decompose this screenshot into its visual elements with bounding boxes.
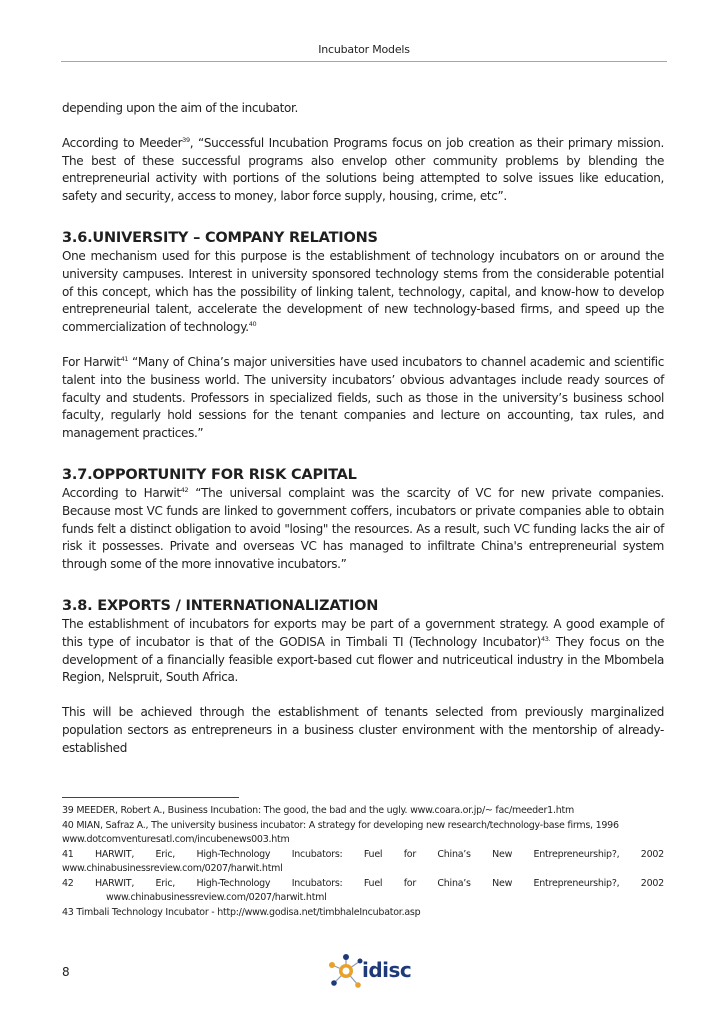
intro-line: depending upon the aim of the incubator.	[62, 101, 298, 115]
footnote-40: 40 MIAN, Safraz A., The university business incubator: A strategy for developing new research/technology-base firms, 1996	[62, 819, 619, 831]
footnote-ref-42[interactable]: 42	[180, 485, 189, 494]
idisc-logo-mark-icon	[326, 953, 366, 989]
footnote-40-url[interactable]: www.dotcomventuresatl.com/incubenews003.htm	[62, 834, 290, 845]
section-3-6-paragraph-2: For Harwit$^{41}$ “Many of China’s major universities have used incubators to channel academic and scientific talent into the business world. The university incubators’ obvious advantages include ready sources of faculty and students. Professors in specialized fields, such as those in the university’s business school faculty, regularly hold sessions for the tenant companies and lecture on accounting, tax rules, and management practices.”	[62, 354, 664, 441]
section-3-6-paragraph-1: One mechanism used for this purpose is the establishment of technology incubators on or around the university campuses. Interest in university sponsored technology stems from the considerable potential of this concept, which has the possibility of linking talent, technology, capital, and know-how to develop entrepreneurial talent, accelerate the development of new technology-based firms, and speed up the commercialization of technology.$^{40}$	[62, 248, 664, 335]
footnote-ref-40[interactable]: 40	[248, 320, 257, 329]
section-3-7-heading: 3.7.OPPORTUNITY FOR RISK CAPITAL	[62, 466, 357, 483]
footnote-ref-43[interactable]: 43.	[540, 634, 551, 643]
footnote-42-url[interactable]: www.chinabusinessreview.com/0207/harwit.html	[106, 892, 327, 903]
footnote-42: 42 HARWIT, Eric, High-Technology Incubators: Fuel for China’s New Entrepreneurship?, 2002	[62, 877, 664, 889]
section-3-8-heading: 3.8. EXPORTS / INTERNATIONALIZATION	[62, 597, 379, 614]
footnote-ref-39[interactable]: 39	[182, 135, 190, 144]
idisc-logo-text: idisc	[362, 958, 412, 982]
section-3-8-paragraph-1: The establishment of incubators for exports may be part of a government strategy. A good example of this type of incubator is that of the GODISA in Timbali TI (Technology Incubator)$^{43.}$ They focus on the development of a financially feasible export-based cut flower and nutriceutical industry in the Mbombela Region, Nelspruit, South Africa.	[62, 616, 665, 685]
footnote-43: 43 Timbali Technology Incubator - http://www.godisa.net/timbhaleIncubator.asp	[62, 906, 421, 918]
section-3-7-paragraph: According to Harwit$^{42}$ “The universal complaint was the scarcity of VC for new private companies. Because most VC funds are linked to government coffers, incubators or private companies able to obtain funds felt a distinct obligation to avoid "losing" the resources. As a result, such VC funding lacks the air of risk it possesses. Private and overseas VC has managed to infiltrate China's entrepreneurial system through some of the more innovative incubators.”	[62, 485, 664, 572]
footnote-39: 39 MEEDER, Robert A., Business Incubation: The good, the bad and the ugly. www.coara.or.jp/~ fac/meeder1.htm	[62, 805, 574, 816]
meeder-paragraph: According to Meeder$^{39}$, “Successful Incubation Programs focus on job creation as their primary mission. The best of these successful programs also envelop other community problems by blending the entrepreneurial activity with portions of the solutions being attempted to solve issues like education, safety and security, access to money, labor force supply, housing, crime, etc”.	[62, 135, 665, 204]
header-rule	[61, 61, 667, 62]
section-3-8-paragraph-2: This will be achieved through the establishment of tenants selected from previously marginalized population sectors as entrepreneurs in a business cluster environment with the mentorship of already-established	[62, 705, 664, 755]
idisc-logo	[326, 953, 412, 989]
section-3-6-heading: 3.6.UNIVERSITY – COMPANY RELATIONS	[62, 229, 378, 246]
footnote-separator	[62, 797, 239, 798]
page-body	[62, 100, 664, 758]
footnote-ref-41[interactable]: 41	[120, 354, 129, 363]
footnotes	[62, 804, 664, 920]
page-number: 8	[62, 965, 70, 979]
footnote-41-url[interactable]: www.chinabusinessreview.com/0207/harwit.html	[62, 863, 283, 874]
footnote-41: 41 HARWIT, Eric, High-Technology Incubators: Fuel for China’s New Entrepreneurship?, 2002	[62, 848, 664, 860]
running-header: Incubator Models	[318, 43, 410, 56]
